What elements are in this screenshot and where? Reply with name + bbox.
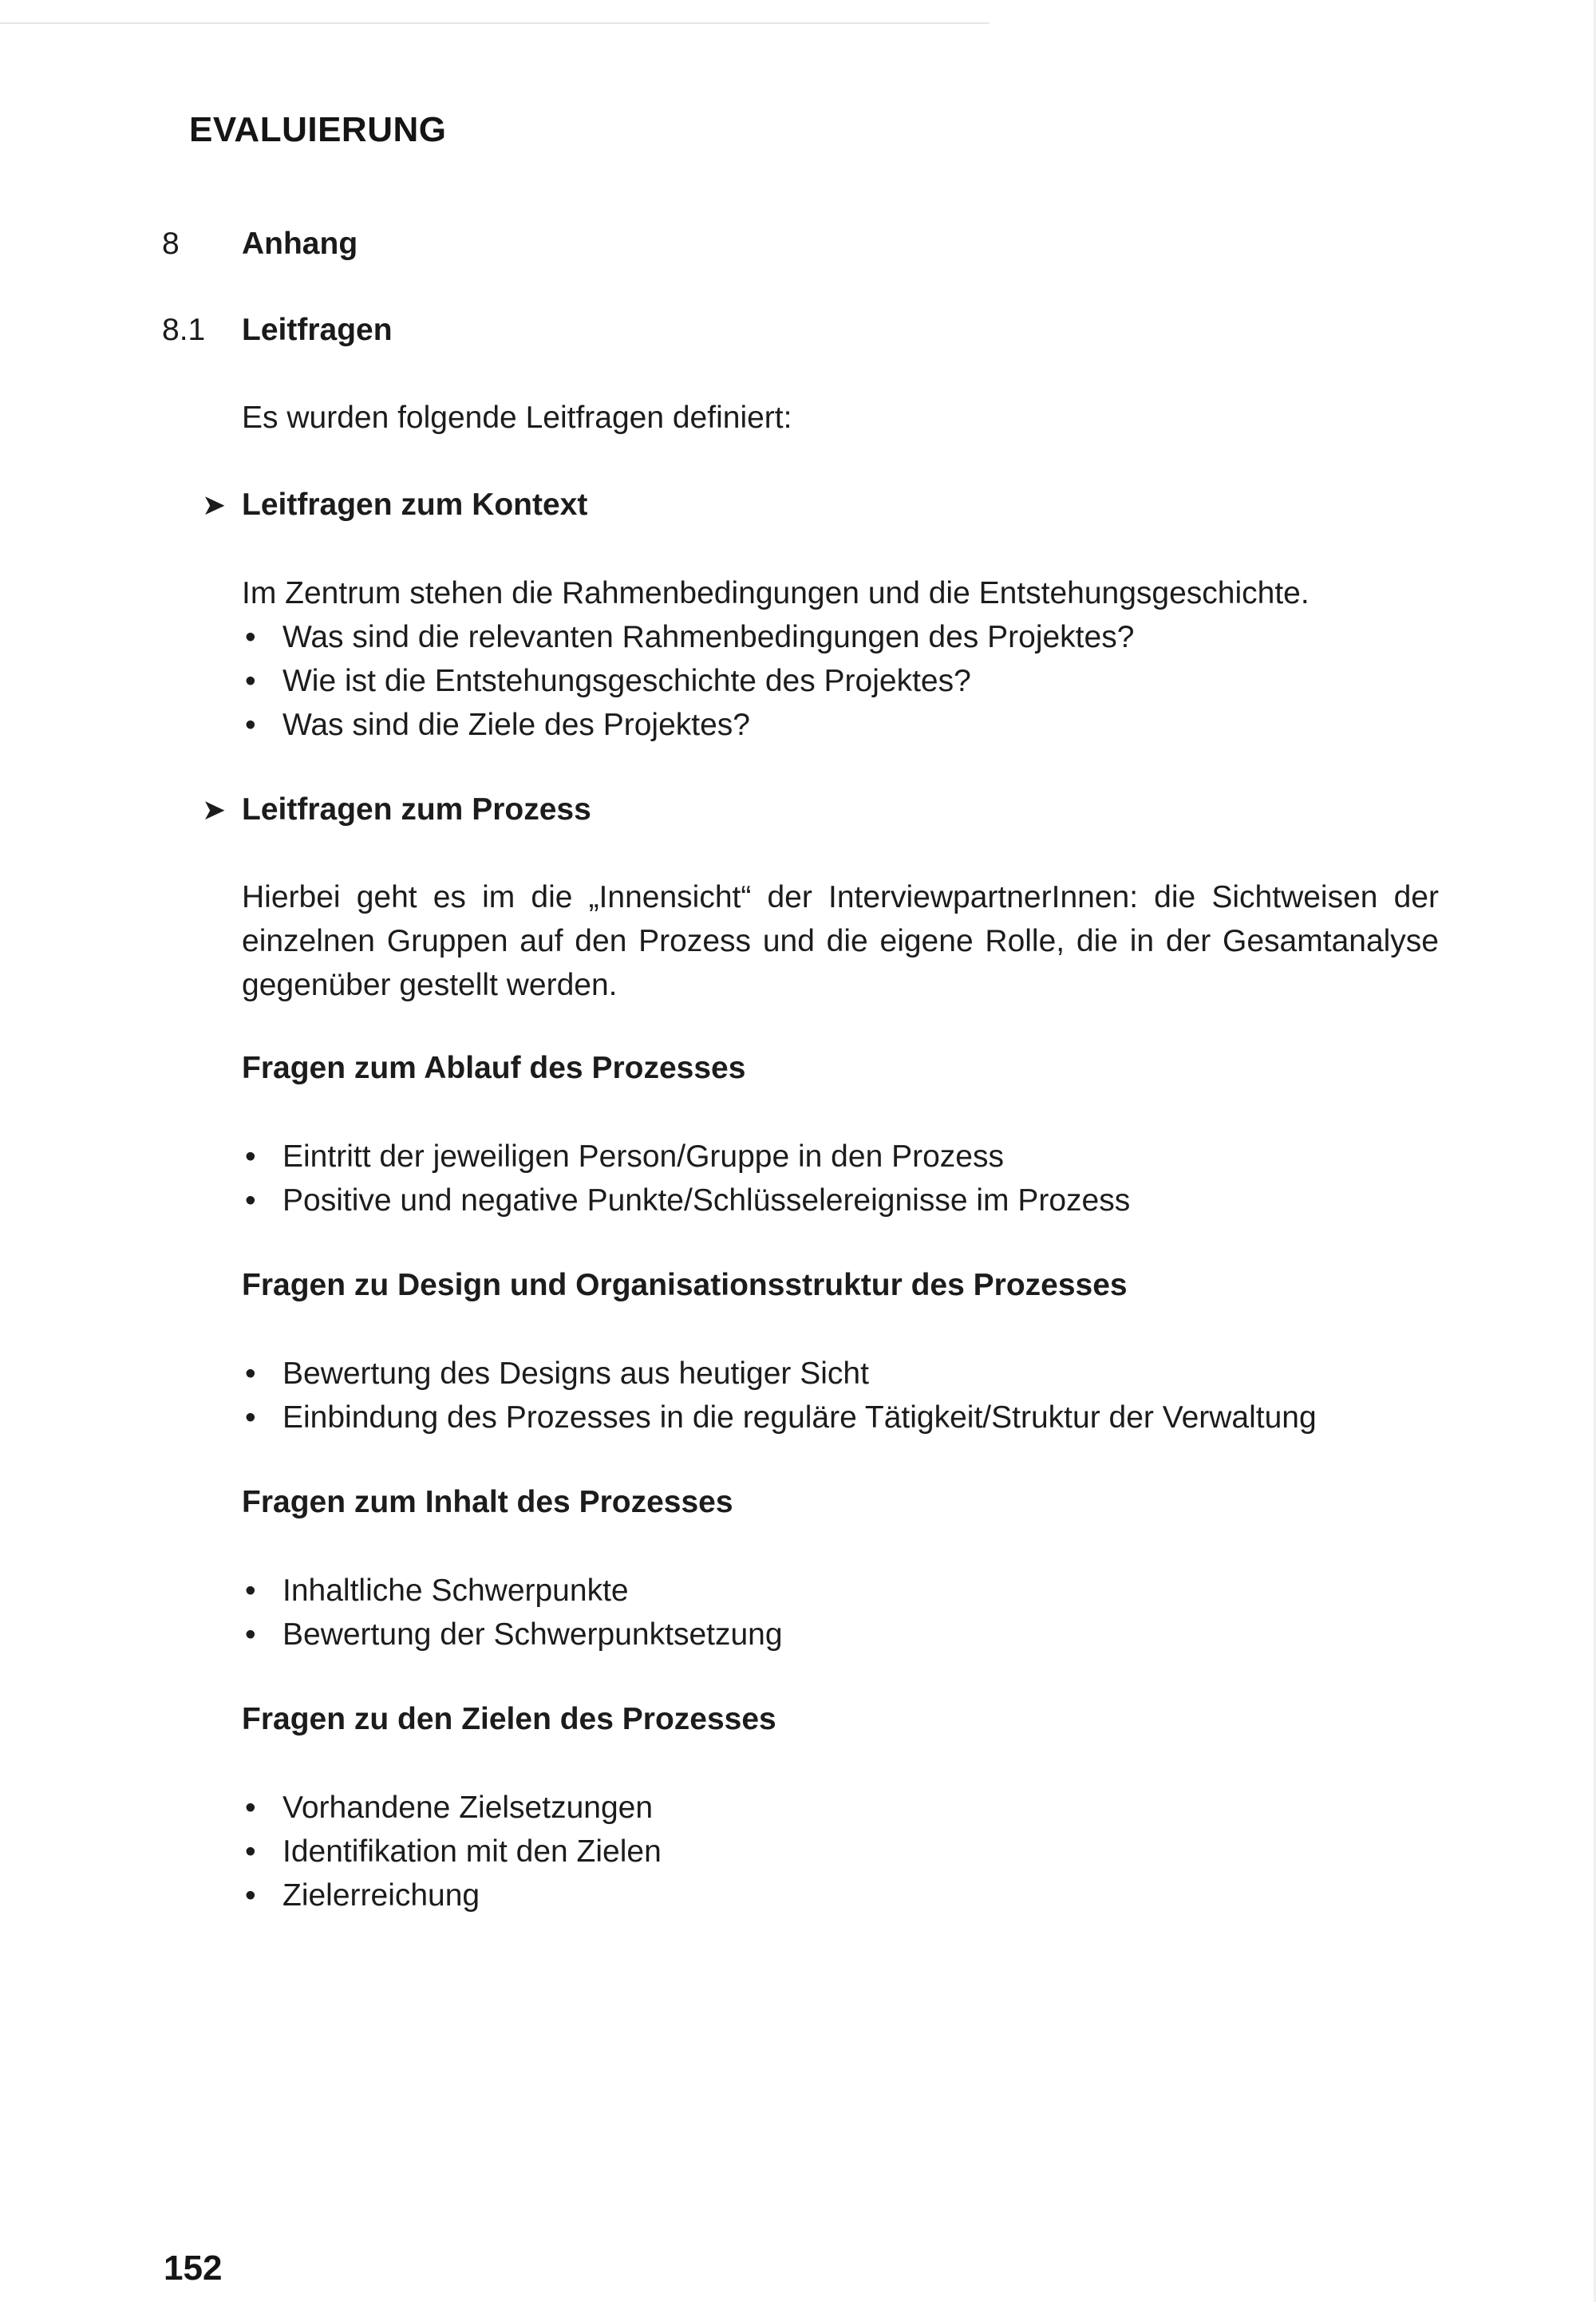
running-head: EVALUIERUNG: [189, 110, 447, 149]
list-item-text: Was sind die relevanten Rahmenbedingungen des Projektes?: [282, 620, 1135, 654]
ziele-list: [242, 1786, 662, 1917]
list-item: [242, 615, 1134, 659]
inhalt-heading: Fragen zum Inhalt des Prozesses: [242, 1485, 733, 1519]
scan-edge-line: [0, 22, 990, 24]
list-item-text: Zielerreichung: [282, 1878, 480, 1913]
section-title: Anhang: [242, 227, 358, 261]
subsection-title: Leitfragen: [242, 313, 393, 347]
list-item-text: Einbindung des Prozesses in die reguläre Tätigkeit/Struktur der Verwaltung: [282, 1400, 1317, 1435]
list-item-text: Vorhandene Zielsetzungen: [282, 1791, 654, 1825]
design-list: [242, 1352, 1317, 1439]
bullet-icon: •: [245, 1356, 256, 1391]
arrow-icon: ➤: [202, 488, 227, 521]
inhalt-list: [242, 1569, 783, 1656]
prozess-heading: [202, 792, 591, 827]
prozess-paragraph: Hierbei geht es im die „Innensicht“ der InterviewpartnerInnen: die Sichtweisen der einzelnen Gruppen auf den Prozess und die eigene Rolle, die in der Gesamtanalyse gegenüber gestellt werden.: [242, 880, 1439, 1002]
bullet-icon: •: [245, 708, 256, 742]
list-item: [242, 1135, 1130, 1179]
list-item: [242, 1396, 1317, 1439]
bullet-icon: •: [245, 1834, 256, 1869]
list-item-text: Inhaltliche Schwerpunkte: [282, 1573, 629, 1608]
list-item: [242, 1786, 662, 1830]
ablauf-heading: Fragen zum Ablauf des Prozesses: [242, 1051, 746, 1085]
section-number: 8: [162, 227, 180, 261]
page-number: 152: [164, 2249, 223, 2288]
list-item: [242, 1179, 1130, 1222]
kontext-paragraph: Im Zentrum stehen die Rahmenbedingungen und die Entstehungsgeschichte.: [242, 576, 1310, 610]
list-item: [242, 1569, 783, 1613]
bullet-icon: •: [245, 1617, 256, 1652]
subsection-number: 8.1: [162, 313, 206, 347]
kontext-heading-label: Leitfragen zum Kontext: [242, 488, 588, 522]
arrow-icon: ➤: [202, 793, 227, 826]
list-item-text: Positive und negative Punkte/Schlüsselereignisse im Prozess: [282, 1183, 1131, 1218]
list-item: [242, 703, 1134, 747]
list-item: [242, 1874, 662, 1917]
list-item: [242, 1830, 662, 1874]
kontext-list: [242, 615, 1134, 747]
list-item-text: Bewertung der Schwerpunktsetzung: [282, 1617, 783, 1652]
list-item: [242, 659, 1134, 703]
bullet-icon: •: [245, 664, 256, 698]
prozess-heading-label: Leitfragen zum Prozess: [242, 792, 591, 827]
bullet-icon: •: [245, 1400, 256, 1435]
kontext-heading: [202, 488, 587, 523]
ziele-heading: Fragen zu den Zielen des Prozesses: [242, 1702, 776, 1736]
list-item: [242, 1352, 1317, 1396]
bullet-icon: •: [245, 1139, 256, 1174]
bullet-icon: •: [245, 620, 256, 654]
design-heading: Fragen zu Design und Organisationsstruktur des Prozesses: [242, 1268, 1128, 1302]
list-item-text: Eintritt der jeweiligen Person/Gruppe in den Prozess: [282, 1139, 1004, 1174]
bullet-icon: •: [245, 1183, 256, 1218]
bullet-icon: •: [245, 1573, 256, 1608]
list-item-text: Was sind die Ziele des Projektes?: [282, 708, 750, 742]
bullet-icon: •: [245, 1878, 256, 1913]
ablauf-list: [242, 1135, 1130, 1222]
bullet-icon: •: [245, 1791, 256, 1825]
intro-paragraph: Es wurden folgende Leitfragen definiert:: [242, 401, 792, 435]
list-item-text: Wie ist die Entstehungsgeschichte des Projektes?: [282, 664, 971, 698]
list-item-text: Bewertung des Designs aus heutiger Sicht: [282, 1356, 869, 1391]
list-item-text: Identifikation mit den Zielen: [282, 1834, 662, 1869]
list-item: [242, 1613, 783, 1656]
